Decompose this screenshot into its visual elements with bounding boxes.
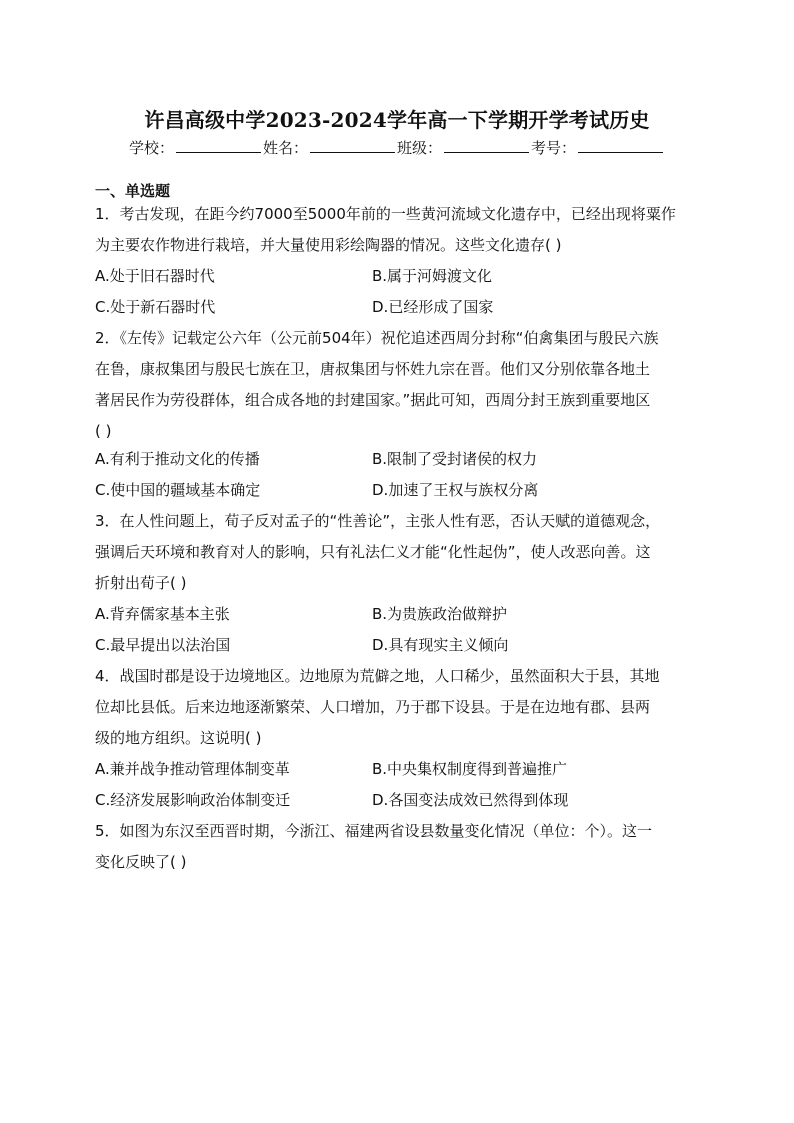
question-1-option-b: B.属于河姆渡文化 <box>372 267 493 285</box>
question-4-option-a: A.兼并战争推动管理体制变革 <box>95 760 290 778</box>
class-blank[interactable] <box>444 138 529 153</box>
question-2-option-c: C.使中国的疆域基本确定 <box>95 481 261 499</box>
question-2-line-1: 2．《左传》记载定公六年（公元前504年）祝佗追述西周分封称“伯禽集团与殷民六族 <box>95 329 659 347</box>
question-4-line-1: 4．战国时郡是设于边境地区。边地原为荒僻之地，人口稀少，虽然面积大于县，其地 <box>95 667 660 685</box>
question-3-option-d: D.具有现实主义倾向 <box>372 636 509 654</box>
question-2-line-2: 在鲁，康叔集团与殷民七族在卫，唐叔集团与怀姓九宗在晋。他们又分别依靠各地土 <box>95 360 651 378</box>
name-label: 姓名： <box>262 139 308 157</box>
question-1-line-2: 为主要农作物进行栽培，并大量使用彩绘陶器的情况。这些文化遗存( ) <box>95 236 562 254</box>
question-3-line-2: 强调后天环境和教育对人的影响，只有礼法仁义才能“化性起伪”，使人改恶向善。这 <box>95 543 651 561</box>
question-4-line-3: 级的地方组织。这说明( ) <box>95 729 262 747</box>
question-1-option-a: A.处于旧石器时代 <box>95 267 215 285</box>
question-4-line-2: 位却比县低。后来边地逐渐繁荣、人口增加，乃于郡下设县。于是在边地有郡、县两 <box>95 698 651 716</box>
question-3-option-c: C.最早提出以法治国 <box>95 636 231 654</box>
question-4-option-b: B.中央集权制度得到普遍推广 <box>372 760 568 778</box>
section-heading: 一、单选题 <box>95 182 171 200</box>
question-1-line-1: 1．考古发现，在距今约7000至5000年前的一些黄河流域文化遗存中，已经出现将粟作 <box>95 205 676 223</box>
question-3-option-b: B.为贵族政治做辩护 <box>372 605 508 623</box>
question-2-line-3: 著居民作为劳役群体，组合成各地的封建国家。”据此可知，西周分封王族到重要地区 <box>95 391 651 409</box>
question-4-option-d: D.各国变法成效已然得到体现 <box>372 791 569 809</box>
question-4-option-c: C.经济发展影响政治体制变迁 <box>95 791 291 809</box>
class-label: 班级： <box>397 139 443 157</box>
school-blank[interactable] <box>176 138 261 153</box>
question-3-line-1: 3．在人性问题上，荀子反对孟子的“性善论”，主张人性有恶，否认天赋的道德观念， <box>95 512 661 530</box>
name-blank[interactable] <box>310 138 395 153</box>
page-title: 许昌高级中学2023-2024学年高一下学期开学考试历史 <box>144 108 650 132</box>
question-3-line-3: 折射出荀子( ) <box>95 574 187 592</box>
school-label: 学校： <box>128 139 174 157</box>
question-2-option-a: A.有利于推动文化的传播 <box>95 450 260 468</box>
exam-number-label: 考号： <box>531 139 577 157</box>
question-2-line-4: ( ) <box>95 422 112 440</box>
question-1-option-d: D.已经形成了国家 <box>372 298 494 316</box>
question-5-line-1: 5．如图为东汉至西晋时期，今浙江、福建两省设县数量变化情况（单位：个）。这一 <box>95 822 653 840</box>
student-info-line <box>0 137 794 158</box>
exam-number-blank[interactable] <box>578 138 663 153</box>
question-2-option-b: B.限制了受封诸侯的权力 <box>372 450 538 468</box>
question-5-line-2: 变化反映了( ) <box>95 853 187 871</box>
question-2-option-d: D.加速了王权与族权分离 <box>372 481 539 499</box>
question-3-option-a: A.背弃儒家基本主张 <box>95 605 230 623</box>
question-1-option-c: C.处于新石器时代 <box>95 298 216 316</box>
